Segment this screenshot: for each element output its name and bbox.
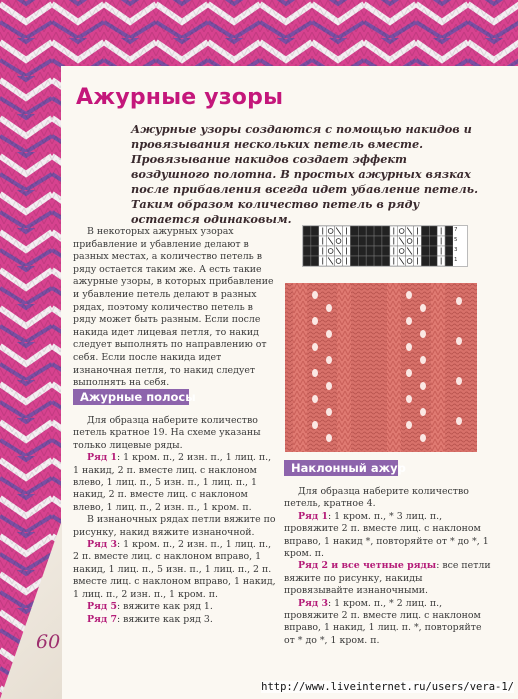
section-title-lace-stripes: Ажурные полосы [73,389,189,405]
chart-cell [374,226,382,236]
chart-cell [374,236,382,246]
chart-cell [382,246,390,256]
paragraph: В изнаночных рядах петли вяжите по рисунку, накид вяжите изнаночной. [73,514,276,538]
knitted-swatch-icon [285,283,477,452]
row-label: Ряд 1 [87,452,118,464]
chart-cell [358,226,366,236]
chart-cell [445,256,453,266]
row-label: Ряд 7 [87,613,118,625]
row-instruction [284,511,494,561]
chart-cell [366,236,374,246]
chart-cell [311,246,319,256]
row-text: : 1 кром. п., 2 изн. п., 1 лиц. п., 1 накид, 2 п. вместе лиц. с наклоном влево, 1 лиц. п., 5 изн. п., 1 лиц. п., 1 накид, 2 п. вместе лиц. с наклоном влево, 1 лиц. п., 2 изн. п., 1 кром. п. [73,452,272,513]
chart-cell [429,256,437,266]
paragraph: Для образца наберите количество петель кратное 19. На схеме указаны только лицевые ряды. [73,415,261,451]
row-label: Ряд 5 [87,601,118,613]
body-text: В некоторых ажурных узорах прибавление и убавление делают в разных местах, а количество петель в ряду остается таким же. А есть такие ажурные узоры, в которых прибавление и убавление петель делают в разных рядах, поэтому количество петель в ряду может быть разным. Если после накида идет лицевая петля, то накид следует выполнять по направлению от себя. Если после накида идет изнаночная петля, то накид следует выполнять на себя. [73,226,274,389]
row-text: : вяжите как ряд 3. [117,613,213,625]
chart-cell [374,246,382,256]
chart-cell [311,256,319,266]
chart-cell [421,236,429,246]
chart-cell [429,246,437,256]
chart-cell [303,236,311,246]
row-text: : все петли вяжите по рисунку, накиды провязывайте изнаночными. [284,560,491,597]
chart-cell [366,246,374,256]
row-instruction [73,601,278,613]
knitting-chart-icon [302,225,468,267]
chart-cell [303,226,311,236]
chart-cell [311,226,319,236]
chart-row-numbers [454,225,468,265]
row-label: Ряд 1 [298,510,329,522]
chart-row-number: 3 [454,247,458,253]
row-text: : 1 кром. п., * 2 лиц. п., провяжите 2 п. вместе лиц. с наклоном вправо, 1 накид, 1 лиц. п. *, повторяйте от * до *, 1 кром. п. [284,597,482,646]
page-title: Ажурные узоры [76,85,284,110]
chart-cell [421,226,429,236]
chart-cell [366,256,374,266]
chart-cell [358,236,366,246]
chart-cell [311,236,319,246]
chart-cell [374,256,382,266]
row-text: : 1 кром. п., 2 изн. п., 1 лиц. п., 2 п. вместе лиц. с наклоном вправо, 1 накид, 1 лиц. п., 5 изн. п., 1 лиц. п., 2 п. вместе лиц. с наклоном вправо, 1 накид, 1 лиц. п., 2 изн. п., 1 кром. п. [73,539,276,600]
chart-row-number: 7 [454,227,458,233]
section-title-slanted-lace: Наклонный ажур [284,460,398,476]
row-instruction [73,614,278,626]
chart-cell [421,256,429,266]
chart-cell [421,246,429,256]
paragraph: Для образца наберите количество петель, кратное 4. [284,486,469,510]
chart-cell [350,246,358,256]
chart-cell [429,226,437,236]
chart-cell [429,236,437,246]
row-instruction [284,598,494,648]
chart-cell [366,226,374,236]
row-label: Ряд 3 [87,539,118,551]
intro-text: Ажурные узоры создаются с помощью накидов и провязывания нескольких петель вместе. Провязывание накидов создает эффект воздушного полотна. В простых ажурных вязках после прибавления всегда идет убавление петель. Таким образом количество петель в ряду остается одинаковым. [131,122,479,226]
section-lace-stripes-text [73,415,278,626]
page-number: 60 [36,631,61,653]
row-text: : вяжите как ряд 1. [117,601,213,613]
row-label: Ряд 2 и все четные ряды [298,560,437,572]
chart-cell [303,256,311,266]
row-text: : 1 кром. п., * 3 лиц. п., провяжите 2 п. вместе лиц. с наклоном вправо, 1 накид *, повторяйте от * до *, 1 кром. п. [284,510,489,560]
row-instruction [73,539,278,601]
chart-row-number: 5 [454,237,458,243]
chart-cell [445,236,453,246]
chart-cell [445,226,453,236]
chart-cell [382,256,390,266]
section-slanted-lace-text [284,486,494,647]
chart-cell [350,236,358,246]
chart-cell [382,226,390,236]
chart-cell [358,256,366,266]
footer-url-link[interactable]: http://www.liveinternet.ru/users/vera-1/ [261,681,514,693]
chart-row-number: 1 [454,257,458,263]
chart-cell [382,236,390,246]
chart-cell [358,246,366,256]
chart-cell [303,246,311,256]
row-label: Ряд 3 [298,597,329,609]
chart-cell [350,256,358,266]
row-instruction [73,452,278,514]
chart-cell [350,226,358,236]
chart-cell [445,246,453,256]
row-instruction [284,560,494,597]
